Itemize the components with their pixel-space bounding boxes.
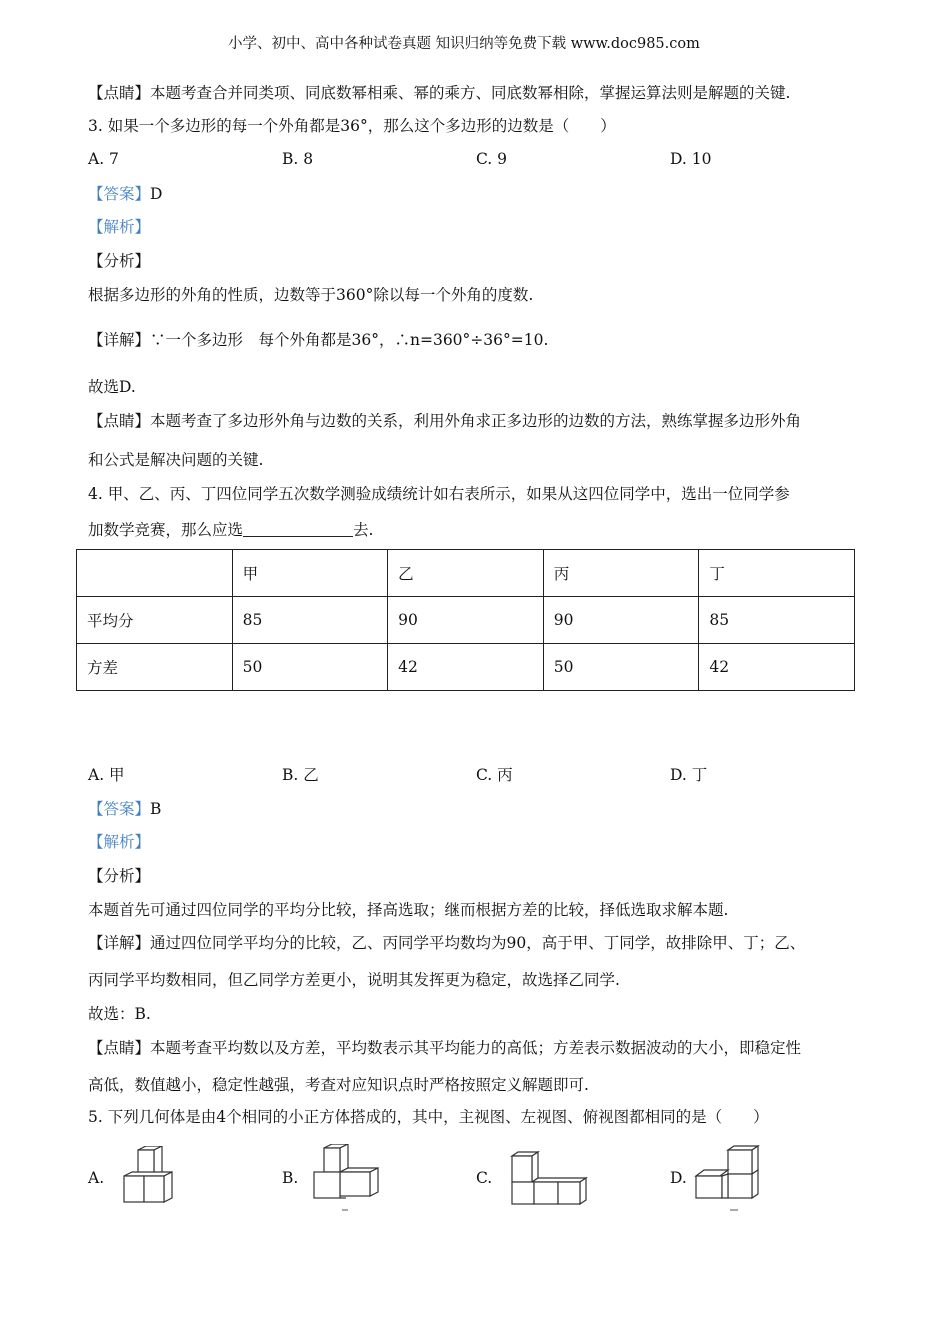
table-cell: 90 — [543, 597, 699, 644]
q4-xiangjie-line2: 丙同学平均数相同，但乙同学方差更小，说明其发挥更为稳定，故选择乙同学. — [88, 971, 620, 989]
stem-pre: 加数学竞赛，那么应选 — [88, 521, 244, 539]
dianjing-text: 本题考查平均数以及方差，平均数表示其平均能力的高低；方差表示数据波动的大小，即稳定性 — [150, 1039, 802, 1057]
table-row — [77, 597, 855, 644]
q3-xiangjie — [88, 330, 548, 350]
q4-option-d: D. 丁 — [670, 766, 708, 784]
table-cell: 85 — [699, 597, 855, 644]
q3-dianjing-line1 — [88, 411, 801, 431]
q3-option-c: C. 9 — [476, 150, 508, 168]
dianjing-tag: 【点睛】 — [88, 1039, 151, 1057]
answer-value: B — [150, 800, 162, 818]
table-cell: 乙 — [388, 550, 544, 597]
table-row — [77, 644, 855, 691]
dianjing-tag: 【点睛】 — [88, 84, 151, 102]
q5-figure-a — [120, 1146, 184, 1208]
table-cell: 42 — [699, 644, 855, 691]
q3-dianjing-line2: 和公式是解决问题的关键. — [88, 451, 264, 469]
q3-fenxi-text: 根据多边形的外角的性质，边数等于360°除以每一个外角的度数. — [88, 286, 534, 304]
table-cell: 90 — [388, 597, 544, 644]
table-cell: 丁 — [699, 550, 855, 597]
q4-fenxi: 【分析】 — [88, 867, 151, 885]
q5-figure-d — [692, 1144, 764, 1212]
q5-option-a-label: A. — [88, 1169, 105, 1187]
answer-value: D — [150, 185, 163, 203]
dianjing-tag: 【点睛】 — [88, 412, 151, 430]
q5-option-b-label: B. — [282, 1169, 299, 1187]
q3-jiexi: 【解析】 — [88, 218, 151, 236]
page-header: 小学、初中、高中各种试卷真题 知识归纳等免费下载 www.doc985.com — [228, 36, 700, 52]
score-table — [76, 549, 855, 691]
xiangjie-tag: 【详解】 — [88, 934, 151, 952]
table-cell: 50 — [232, 644, 388, 691]
xiangjie-text: 通过四位同学平均分的比较，乙、丙同学平均数均为90，高于甲、丁同学，故排除甲、丁；乙、 — [150, 934, 806, 952]
table-cell: 甲 — [232, 550, 388, 597]
table-cell: 85 — [232, 597, 388, 644]
q3-option-d: D. 10 — [670, 150, 712, 168]
q4-dianjing-line2: 高低，数值越小，稳定性越强，考查对应知识点时严格按照定义解题即可. — [88, 1076, 589, 1094]
q3-fenxi: 【分析】 — [88, 252, 151, 270]
q5-figure-c — [508, 1150, 592, 1208]
prev-dianjing — [88, 83, 790, 103]
dianjing-text: 本题考查合并同类项、同底数幂相乘、幂的乘方、同底数幂相除，掌握运算法则是解题的关键. — [150, 84, 791, 102]
q4-option-b: B. 乙 — [282, 766, 319, 784]
table-cell: 42 — [388, 644, 544, 691]
q5-option-c-label: C. — [476, 1169, 493, 1187]
xiangjie-text: ∵一个多边形 每个外角都是36°，∴n=360°÷36°=10. — [150, 331, 549, 349]
q4-answer — [88, 799, 161, 819]
q4-option-a: A. 甲 — [88, 766, 125, 784]
q5-stem: 5. 下列几何体是由4个相同的小正方体搭成的，其中，主视图、左视图、俯视图都相同的是（ ） — [88, 1108, 769, 1126]
q5-figure-b — [310, 1144, 382, 1212]
table-cell: 平均分 — [77, 597, 233, 644]
q3-stem: 3. 如果一个多边形的每一个外角都是36°，那么这个多边形的边数是（ ） — [88, 117, 616, 135]
answer-blank — [243, 522, 353, 537]
q4-jiexi: 【解析】 — [88, 833, 151, 851]
stem-post: 去. — [353, 521, 374, 539]
q4-stem-line1: 4. 甲、乙、丙、丁四位同学五次数学测验成绩统计如右表所示，如果从这四位同学中，选出一位同学参 — [88, 485, 790, 503]
table-cell: 50 — [543, 644, 699, 691]
table-cell: 丙 — [543, 550, 699, 597]
q3-option-b: B. 8 — [282, 150, 314, 168]
table-header-row — [77, 550, 855, 597]
table-cell — [77, 550, 233, 597]
q4-dianjing-line1 — [88, 1038, 801, 1058]
answer-tag: 【答案】 — [88, 185, 151, 203]
q4-guxuan: 故选：B. — [88, 1005, 151, 1023]
xiangjie-tag: 【详解】 — [88, 331, 151, 349]
table-cell: 方差 — [77, 644, 233, 691]
answer-tag: 【答案】 — [88, 800, 151, 818]
dianjing-text: 本题考查了多边形外角与边数的关系，利用外角求正多边形的边数的方法，熟练掌握多边形外角 — [150, 412, 802, 430]
q3-answer — [88, 184, 162, 204]
q3-guxuan: 故选D. — [88, 378, 136, 396]
q4-fenxi-text: 本题首先可通过四位同学的平均分比较，择高选取；继而根据方差的比较，择低选取求解本题. — [88, 901, 729, 919]
q4-option-c: C. 丙 — [476, 766, 513, 784]
q3-option-a: A. 7 — [88, 150, 119, 168]
q5-option-d-label: D. — [670, 1169, 687, 1187]
q4-xiangjie-line1 — [88, 933, 805, 953]
q4-stem-line2 — [88, 520, 373, 540]
